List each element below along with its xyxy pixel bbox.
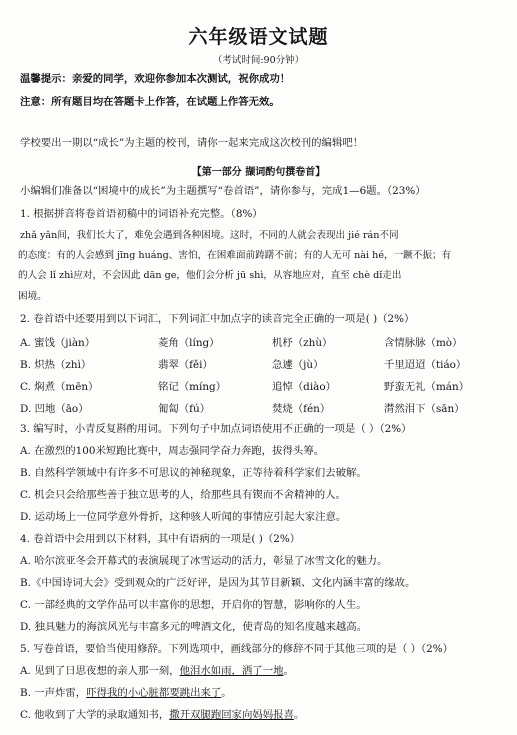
q1-passage-line: zhǎ yǎn间，我们长大了，难免会遇到各种困境。这时，不同的人就会表现出 jié rán不同 <box>20 230 399 241</box>
q5-option <box>20 664 509 678</box>
q5-option <box>20 708 509 722</box>
q5-option <box>20 686 509 700</box>
q4-option: D. 独具魅力的海滨风光与丰富多元的啤酒文化，使青岛的知名度越来越高。 <box>20 621 368 633</box>
q2-option: 含情脉脉（mò） <box>384 337 463 349</box>
q5-option-text: 。 <box>293 709 305 721</box>
q2-option: 铭记（míng） <box>158 381 227 393</box>
q5-option-text: 。 <box>221 687 232 699</box>
q3-option: B. 自然科学领域中有许多不可思议的神秘现象，正等待着科学家们去破解。 <box>20 467 367 479</box>
q2-option: A. 蜜饯（jiàn） <box>20 337 96 349</box>
exam-time: （考试时间:90分钟） <box>212 55 305 66</box>
section-heading: 【第一部分 撷词酌句撰卷首】 <box>191 167 326 178</box>
question-3-stem: 3. 编写时，小青反复斟酌用词。下列句子中加点词语使用不正确的一项是（ ）（2%） <box>20 423 412 435</box>
q3-option: D. 运动场上一位同学意外骨折，这种骇人听闻的事情应引起大家注意。 <box>20 511 347 523</box>
q5-option-text: C. 他收到了大学的录取通知书， <box>20 709 170 721</box>
q2-option: D. 凹地（āo） <box>20 403 89 415</box>
question-5-stem: 5. 写卷首语，要恰当使用修辞。下列选项中，画线部分的修辞不同于其他三项的是（ ）（2%） <box>20 643 454 655</box>
tip-text: 温馨提示：亲爱的同学，欢迎你参加本次测试，祝你成功！ <box>20 73 291 85</box>
q2-option: 急遽（jù） <box>272 359 324 371</box>
section-description: 小编辑们准备以“困境中的成长”为主题撰写“卷首语”，请你参与，完成1—6题。（23%） <box>20 185 426 197</box>
notice-text: 注意：所有题目均在答题卡上作答，在试题上作答无效。 <box>20 96 280 108</box>
q2-option: 千里迢迢（tiáo） <box>384 359 467 371</box>
q3-option: A. 在激烈的100米短跑比赛中，周志强同学奋力奔跑，拔得头筹。 <box>20 445 325 457</box>
page-title: 六年级语文试题 <box>188 26 329 48</box>
q5-underlined-text: 他泪水如雨，洒了一地 <box>179 665 284 677</box>
q5-option-text: 。 <box>283 665 294 677</box>
q2-option: 匍匐（fú） <box>158 403 211 415</box>
intro-text: 学校要出一期以“成长”为主题的校刊，请你一起来完成这次校刊的编辑吧！ <box>20 137 364 149</box>
q5-underlined-text: 撒开双腿跑回家向妈妈报喜 <box>169 709 294 721</box>
q1-passage-line: 的人会 lǐ zhì应对，不会因此 dān ge，他们会分析 jū shì，从容地应对，直至 chè dǐ走出 <box>18 270 402 281</box>
question-4-stem: 4. 卷首语中会用到以下材料，其中有语病的一项是( )（2%） <box>20 533 301 545</box>
q1-passage-line: 困境。 <box>18 291 47 302</box>
q4-option: A. 哈尔滨亚冬会开幕式的表演展现了冰雪运动的活力，彰显了冰雪文化的魅力。 <box>20 555 388 567</box>
q4-option: B.《中国诗词大会》受到观众的广泛好评，是因为其节目新颖、文化内涵丰富的缘故。 <box>20 577 416 589</box>
question-2-stem: 2. 卷首语中还要用到以下词汇，下列词汇中加点字的读音完全正确的一项是( )（2%） <box>20 313 415 325</box>
q2-option: C. 焖煮（mēn） <box>20 381 99 393</box>
q4-option: C. 一部经典的文学作品可以丰富你的思想，开启你的智慧，影响你的人生。 <box>20 599 367 611</box>
q5-option-text: B. 一声炸雷， <box>20 687 87 699</box>
q2-option: 焚烧（fén） <box>272 403 331 415</box>
q2-option: B. 炽热（zhì） <box>20 359 92 371</box>
q2-option: 菱角（líng） <box>158 337 220 349</box>
q2-option: 追悼（diào） <box>272 381 336 393</box>
q2-option: 机杼（zhù） <box>272 337 333 349</box>
q2-option: 潸然泪下（sān） <box>384 403 465 415</box>
q5-underlined-text: 吓得我的小心脏都要跳出来了 <box>86 687 222 699</box>
q2-option: 翡翠（fěi） <box>158 359 213 371</box>
q3-option: C. 机会只会给那些善于独立思考的人，给那些具有锲而不舍精神的人。 <box>20 489 346 501</box>
question-1-stem: 1. 根据拼音将卷首语初稿中的词语补充完整。（8%） <box>20 208 263 220</box>
q5-option-text: A. 见到了日思夜想的亲人那一刻， <box>20 665 180 677</box>
q1-passage-line: 的态度：有的人会感到 jīng huáng、害怕，在困难面前踌躇不前；有的人无可 nài hé，一蹶不振；有 <box>18 250 452 261</box>
q2-option: 野蛮无礼（mán） <box>384 381 470 393</box>
